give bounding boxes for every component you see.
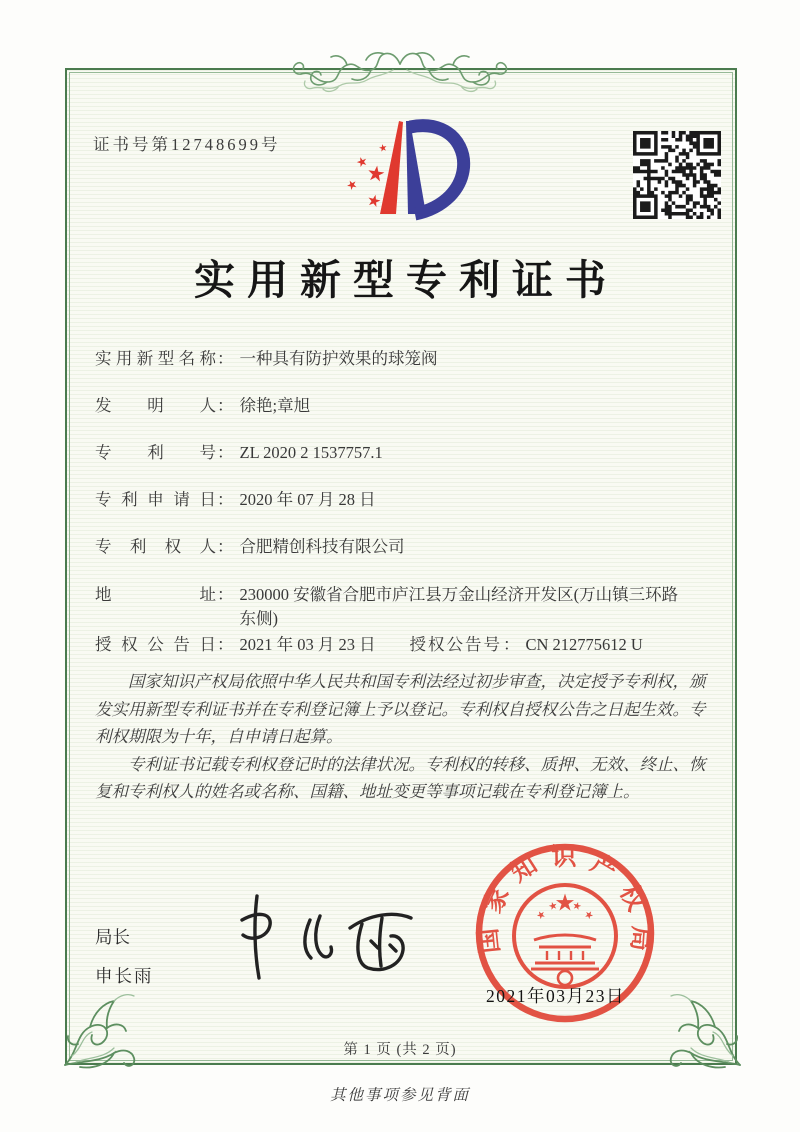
signature-icon (212, 888, 427, 990)
utility-model-name: 一种具有防护效果的球笼阀 (239, 349, 438, 368)
certificate-title: 实用新型专利证书 (194, 257, 618, 303)
certificate-fields (95, 348, 713, 656)
page-number: 第 1 页 (共 2 页) (343, 1042, 457, 1058)
cnipa-logo-icon (330, 110, 480, 232)
top-flourish-ornament-icon (285, 40, 515, 100)
field-label: 专利号 (95, 443, 216, 462)
field-row: 专利权人 ： 合肥精创科技有限公司 (95, 536, 713, 558)
signatory-block (95, 924, 154, 988)
legal-statement (95, 668, 713, 806)
field-label: 专利权人 (95, 537, 216, 556)
seal-date: 2021年03月23日 (486, 986, 625, 1006)
seal-text: 国家知识产权局 (475, 843, 655, 955)
filing-date: 2020 年 07 月 28 日 (239, 490, 376, 509)
field-row: 地址 ： 230000 安徽省合肥市庐江县万金山经济开发区(万山镇三环路东侧) (95, 583, 713, 631)
back-side-note: 其他事项参见背面 (329, 1087, 470, 1104)
corner-flourish-icon (48, 982, 153, 1074)
patent-number: ZL 2020 2 1537757.1 (239, 443, 383, 462)
patentee: 合肥精创科技有限公司 (239, 537, 405, 556)
signatory-title: 局长 (95, 927, 130, 947)
field-row: 实用新型名称 ： 一种具有防护效果的球笼阀 (95, 348, 713, 370)
field-label: 发明人 (95, 396, 216, 415)
corner-flourish-icon (652, 982, 757, 1074)
certificate-number: 证书号第12748699号 (93, 135, 281, 154)
field-row: 专利号 ： ZL 2020 2 1537757.1 (95, 442, 713, 464)
field-row: 专利申请日 ： 2020 年 07 月 28 日 (95, 489, 713, 511)
field-label: 专利申请日 (95, 490, 216, 509)
field-row: 授权公告日 ： 2021 年 03 月 23 日 授权公告号 ： CN 212775612 U (95, 634, 713, 656)
grant-publication-number: CN 212775612 U (525, 635, 643, 654)
qr-code (633, 131, 721, 219)
inventors: 徐艳;章旭 (239, 396, 311, 415)
field-label: 授权公告号 (409, 635, 502, 654)
patentee-address: 230000 安徽省合肥市庐江县万金山经济开发区(万山镇三环路东侧) (239, 585, 679, 628)
grant-date: 2021 年 03 月 23 日 (239, 635, 376, 654)
field-label: 授权公告日 (95, 635, 216, 654)
field-row: 发明人 ： 徐艳;章旭 (95, 395, 713, 417)
field-label: 地址 (95, 585, 216, 604)
legal-paragraph-1: 国家知识产权局依照中华人民共和国专利法经过初步审查，决定授予专利权，颁发实用新型专利证书并在专利登记簿上予以登记。专利权自授权公告之日起生效。专利权期限为十年，自申请日起算。 (95, 672, 706, 746)
legal-paragraph-2: 专利证书记载专利权登记时的法律状况。专利权的转移、质押、无效、终止、恢复和专利权人的姓名或名称、国籍、地址变更等事项记载在专利登记簿上。 (95, 754, 706, 801)
signatory-name: 申长雨 (95, 966, 154, 986)
field-label: 实用新型名称 (95, 349, 216, 368)
